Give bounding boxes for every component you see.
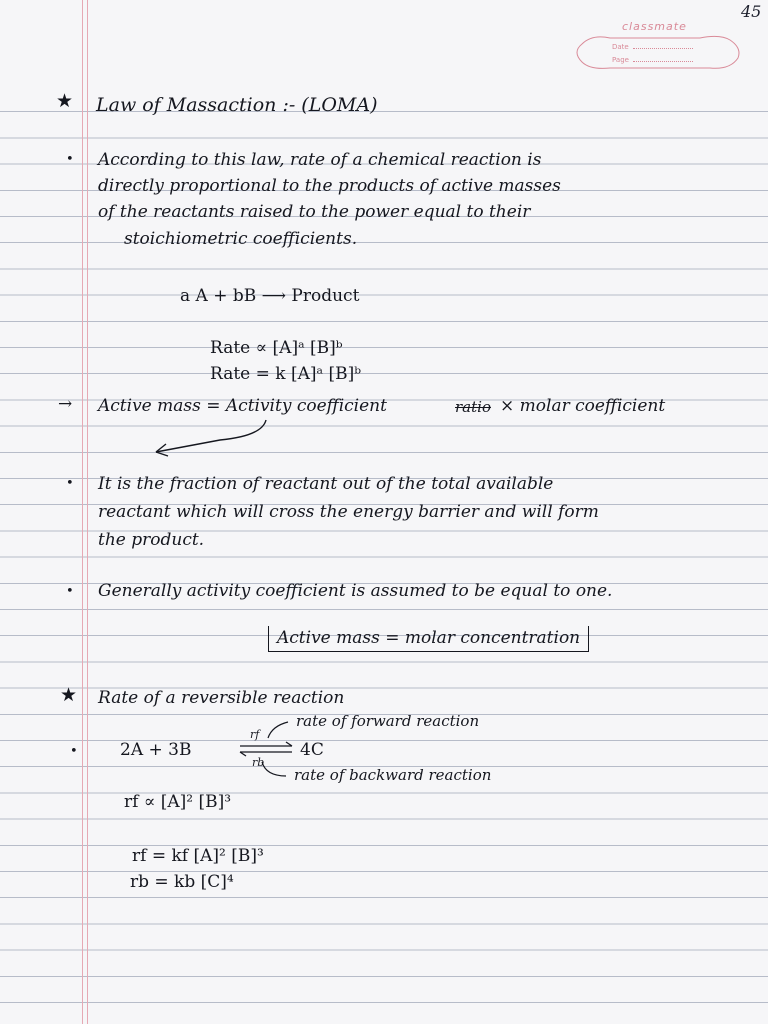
bullet-icon: • <box>70 744 78 759</box>
date-label: Date <box>612 43 629 51</box>
page-number: 45 <box>741 2 762 21</box>
forward-rate-label: rate of forward reaction <box>296 712 480 730</box>
page-label: Page <box>612 56 629 64</box>
definition-line-1: According to this law, rate of a chemical reaction is <box>98 150 542 170</box>
rate-equation: Rate = k [A]ᵃ [B]ᵇ <box>210 364 362 384</box>
fraction-line-3: the product. <box>98 530 205 550</box>
star-bullet-icon: ★ <box>56 90 74 112</box>
forward-label-pointer <box>268 722 288 738</box>
boxed-result-text: Active mass = molar concentration <box>277 628 581 648</box>
struck-word: ratio <box>455 398 491 416</box>
reversible-heading: Rate of a reversible reaction <box>98 688 345 708</box>
boxed-result <box>268 626 589 652</box>
rate-proportional: Rate ∝ [A]ᵃ [B]ᵇ <box>210 338 343 358</box>
general-reaction: a A + bB ⟶ Product <box>180 286 360 306</box>
fraction-line-2: reactant which will cross the energy barrier and will form <box>98 502 599 522</box>
rf-equation: rf = kf [A]² [B]³ <box>132 846 264 866</box>
bullet-icon: • <box>66 476 74 491</box>
rf-proportional: rf ∝ [A]² [B]³ <box>124 792 232 812</box>
section-heading: Law of Massaction :- (LOMA) <box>96 94 378 116</box>
bullet-icon: • <box>66 152 74 167</box>
assumption-text: Generally activity coefficient is assumed to be equal to one. <box>98 581 613 601</box>
active-mass-rest: × molar coefficient <box>500 396 666 416</box>
arrow-icon: → <box>58 394 73 414</box>
backward-rate-label: rate of backward reaction <box>294 766 492 784</box>
arrow-top-label: rf <box>250 728 260 741</box>
fraction-line-1: It is the fraction of reactant out of the total available <box>98 474 554 494</box>
forward-arrow <box>240 742 292 746</box>
star-bullet-icon: ★ <box>60 684 78 706</box>
reaction-rhs: 4C <box>300 740 324 760</box>
rb-equation: rb = kb [C]⁴ <box>130 872 234 892</box>
backward-label-pointer <box>262 762 286 776</box>
arrow-bottom-label: rb <box>252 756 265 769</box>
definition-line-4: stoichiometric coefficients. <box>124 229 358 249</box>
bullet-icon: • <box>66 584 74 599</box>
backward-arrow <box>240 752 292 756</box>
curved-pointer-arrow <box>156 420 266 452</box>
brand-name: classmate <box>622 20 687 33</box>
definition-line-2: directly proportional to the products of active masses <box>98 176 561 196</box>
reaction-lhs: 2A + 3B <box>120 740 192 760</box>
definition-line-3: of the reactants raised to the power equal to their <box>98 202 531 222</box>
active-mass-label: Active mass = Activity coefficient <box>98 396 387 416</box>
